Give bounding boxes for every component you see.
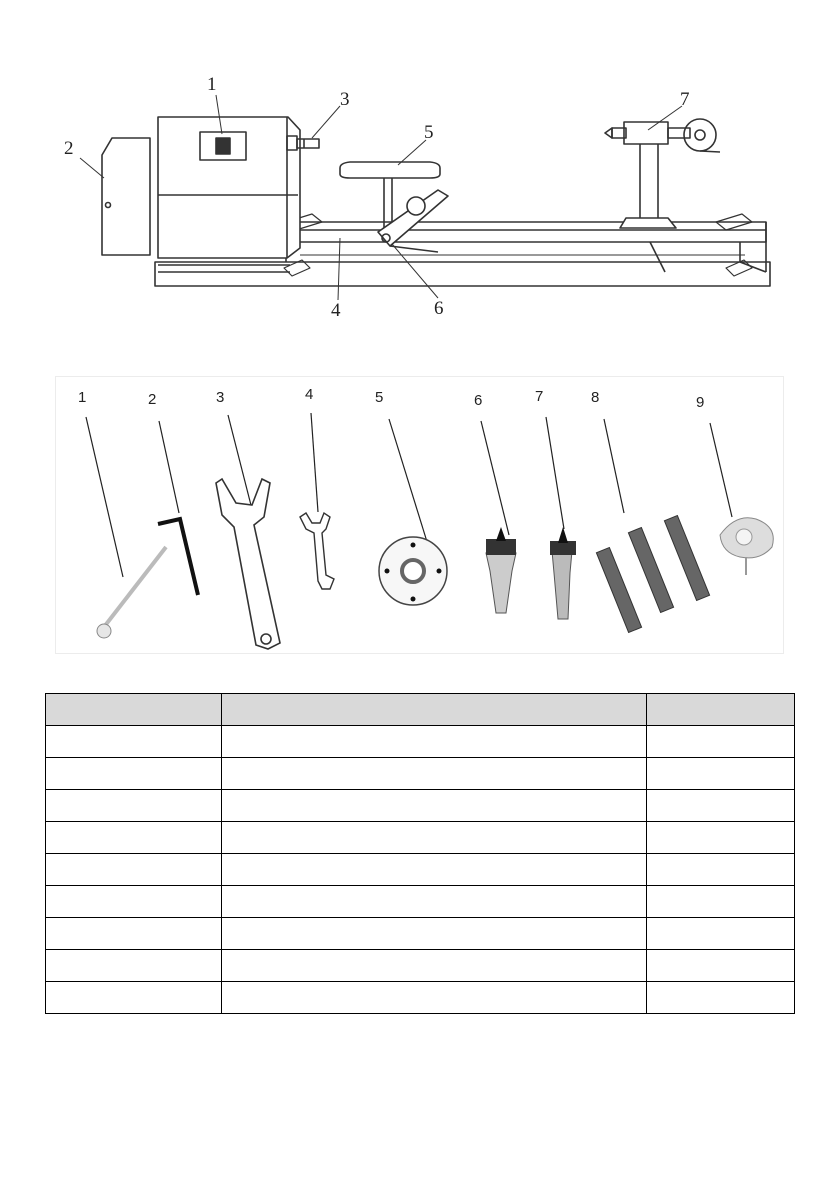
table-cell <box>647 726 795 758</box>
lathe-diagram <box>0 0 839 340</box>
large-spanner-icon <box>216 479 280 649</box>
header-cell <box>222 694 647 726</box>
table-row <box>46 758 795 790</box>
table-cell <box>647 758 795 790</box>
lathe-drawing <box>0 0 839 340</box>
locking-knob-icon <box>720 518 773 575</box>
small-spanner-icon <box>300 513 334 589</box>
table-row <box>46 790 795 822</box>
accessory-callout-6: 6 <box>474 392 483 409</box>
table-cell <box>647 918 795 950</box>
table-cell <box>222 854 647 886</box>
lathe-callout-4: 4 <box>331 300 341 321</box>
table-cell <box>222 886 647 918</box>
accessory-callout-8: 8 <box>591 389 600 406</box>
accessories-diagram <box>55 376 784 654</box>
table-cell <box>46 886 222 918</box>
accessory-callout-7: 7 <box>535 388 544 405</box>
table-row <box>46 726 795 758</box>
table-cell <box>46 854 222 886</box>
accessory-callout-4: 4 <box>305 386 314 403</box>
table-cell <box>222 758 647 790</box>
table-cell <box>647 822 795 854</box>
table-cell <box>46 950 222 982</box>
lathe-callout-6: 6 <box>434 298 444 319</box>
hex-key-icon <box>158 519 198 595</box>
table-cell <box>222 726 647 758</box>
table-row <box>46 822 795 854</box>
lathe-callout-2: 2 <box>64 138 74 159</box>
accessory-callout-2: 2 <box>148 391 157 408</box>
table-cell <box>222 790 647 822</box>
parts-table-header <box>46 694 795 726</box>
knockout-bar-icon <box>97 547 166 638</box>
header-cell <box>46 694 222 726</box>
table-cell <box>46 982 222 1014</box>
table-cell <box>222 982 647 1014</box>
accessory-callout-1: 1 <box>78 389 87 406</box>
parts-table <box>45 693 795 1014</box>
lathe-headstock <box>158 117 300 272</box>
lathe-bed-rails <box>286 222 766 272</box>
table-cell <box>647 982 795 1014</box>
live-center-icon <box>486 527 516 613</box>
table-row <box>46 950 795 982</box>
table-cell <box>46 790 222 822</box>
table-cell <box>46 726 222 758</box>
lathe-callout-7: 7 <box>680 89 690 110</box>
table-cell <box>46 918 222 950</box>
lathe-callout-1: 1 <box>207 74 217 95</box>
table-cell <box>222 950 647 982</box>
spur-center-icon <box>550 527 576 619</box>
header-cell <box>647 694 795 726</box>
table-cell <box>46 758 222 790</box>
table-row <box>46 982 795 1014</box>
table-cell <box>647 790 795 822</box>
turning-chisels-icon <box>596 516 709 633</box>
table-cell <box>647 950 795 982</box>
table-cell <box>222 822 647 854</box>
table-cell <box>647 854 795 886</box>
lathe-callout-3: 3 <box>340 89 350 110</box>
accessory-callout-5: 5 <box>375 389 384 406</box>
table-cell <box>46 822 222 854</box>
face-plate-icon <box>379 537 447 605</box>
table-row <box>46 886 795 918</box>
lathe-tailstock <box>605 119 720 272</box>
table-row <box>46 854 795 886</box>
table-cell <box>647 886 795 918</box>
power-switch <box>216 138 230 154</box>
accessory-callout-9: 9 <box>696 394 705 411</box>
accessories-drawing <box>56 377 785 655</box>
lathe-motor-cover <box>102 138 150 255</box>
table-cell <box>222 918 647 950</box>
table-row <box>46 918 795 950</box>
lathe-feet <box>284 214 752 276</box>
accessory-callout-3: 3 <box>216 389 225 406</box>
lathe-callout-5: 5 <box>424 122 434 143</box>
